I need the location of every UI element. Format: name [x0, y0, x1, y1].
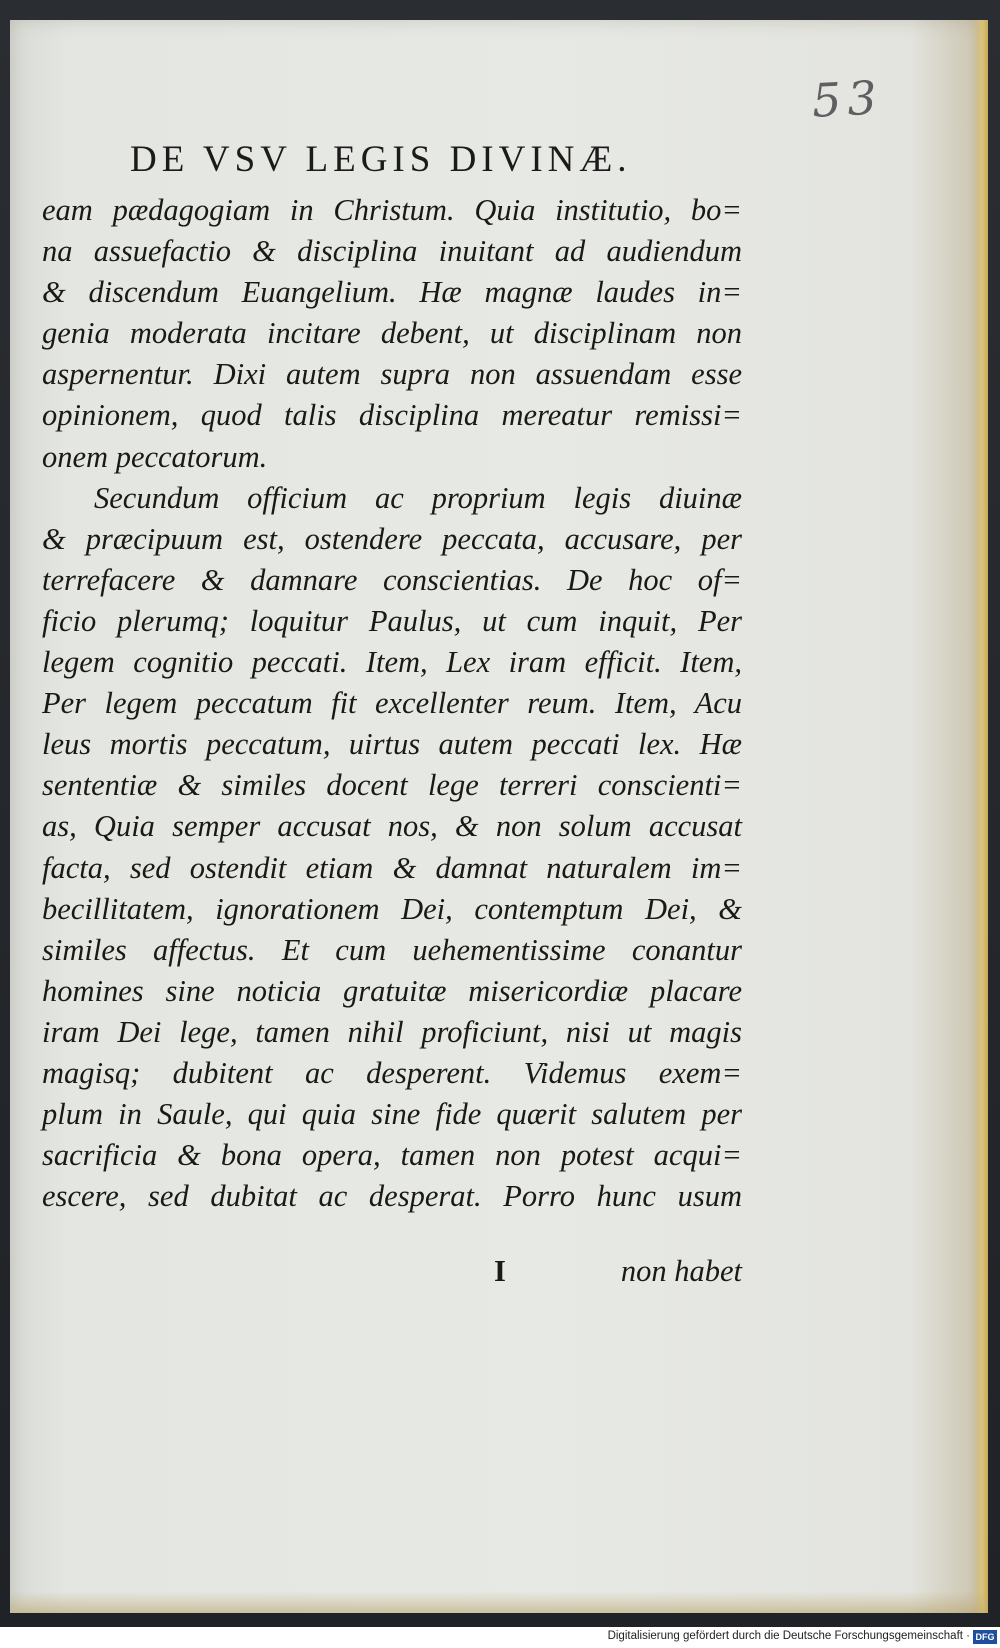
text-line: leus mortis peccatum, uirtus autem peccati lex. Hæ — [42, 727, 742, 762]
running-head: DE VSV LEGIS DIVINÆ. — [130, 139, 632, 180]
text-line: escere, sed dubitat ac desperat. Porro hunc usum — [42, 1179, 742, 1214]
text-line: plum in Saule, qui quia sine fide quærit salutem per — [42, 1097, 742, 1132]
text-line: & præcipuum est, ostendere peccata, accusare, per — [42, 521, 742, 556]
credit-bar — [0, 1627, 1000, 1648]
text-line: eam pædagogiam in Christum. Quia institutio, bo= — [42, 193, 742, 227]
handwritten-folio-number: 53 — [810, 70, 884, 128]
text-line: magisq; dubitent ac desperent. Videmus exem= — [42, 1055, 742, 1090]
text-line: aspernentur. Dixi autem supra non assuendam esse — [42, 357, 742, 392]
text-line: na assuefactio & disciplina inuitant ad audiendum — [42, 234, 742, 269]
text-line: homines sine noticia gratuitæ misericordiæ placare — [42, 973, 742, 1008]
text-line: sacrificia & bona opera, tamen non potest acqui= — [42, 1138, 742, 1173]
funding-credit: Digitalisierung gefördert durch die Deutsche Forschungsgemeinschaft · — [607, 1630, 970, 1642]
text-line: ficio plerumq; loquitur Paulus, ut cum inquit, Per — [42, 603, 742, 638]
body-text — [42, 190, 742, 1217]
signature-mark: I — [494, 1254, 506, 1288]
text-line: terrefacere & damnare conscientias. De hoc of= — [42, 562, 742, 597]
text-line: iram Dei lege, tamen nihil proficiunt, nisi ut magis — [42, 1014, 742, 1049]
page-edge-bottom — [10, 1591, 988, 1613]
text-line: legem cognitio peccati. Item, Lex iram efficit. Item, — [42, 645, 742, 680]
text-line: Per legem peccatum fit excellenter reum. Item, Acu — [42, 686, 742, 721]
text-line: opinionem, quod talis disciplina mereatur remissi= — [42, 398, 742, 433]
text-line: onem peccatorum. — [42, 439, 268, 474]
text-line: Secundum officium ac proprium legis diuinæ — [94, 480, 742, 515]
text-line: genia moderata incitare debent, ut disciplinam non — [42, 316, 742, 351]
catchword: non habet — [620, 1254, 742, 1288]
dfg-logo: DFG — [973, 1630, 997, 1644]
page-footer-line — [42, 1254, 742, 1295]
text-line: sententiæ & similes docent lege terreri conscienti= — [42, 768, 742, 803]
text-line: as, Quia semper accusat nos, & non solum accusat — [42, 809, 742, 844]
text-line: becillitatem, ignorationem Dei, contemptum Dei, & — [42, 891, 742, 926]
text-line: & discendum Euangelium. Hæ magnæ laudes in= — [42, 275, 742, 310]
text-line: facta, sed ostendit etiam & damnat naturalem im= — [42, 850, 742, 885]
page-edge-right — [974, 20, 988, 1613]
text-line: similes affectus. Et cum uehementissime conantur — [42, 932, 742, 967]
